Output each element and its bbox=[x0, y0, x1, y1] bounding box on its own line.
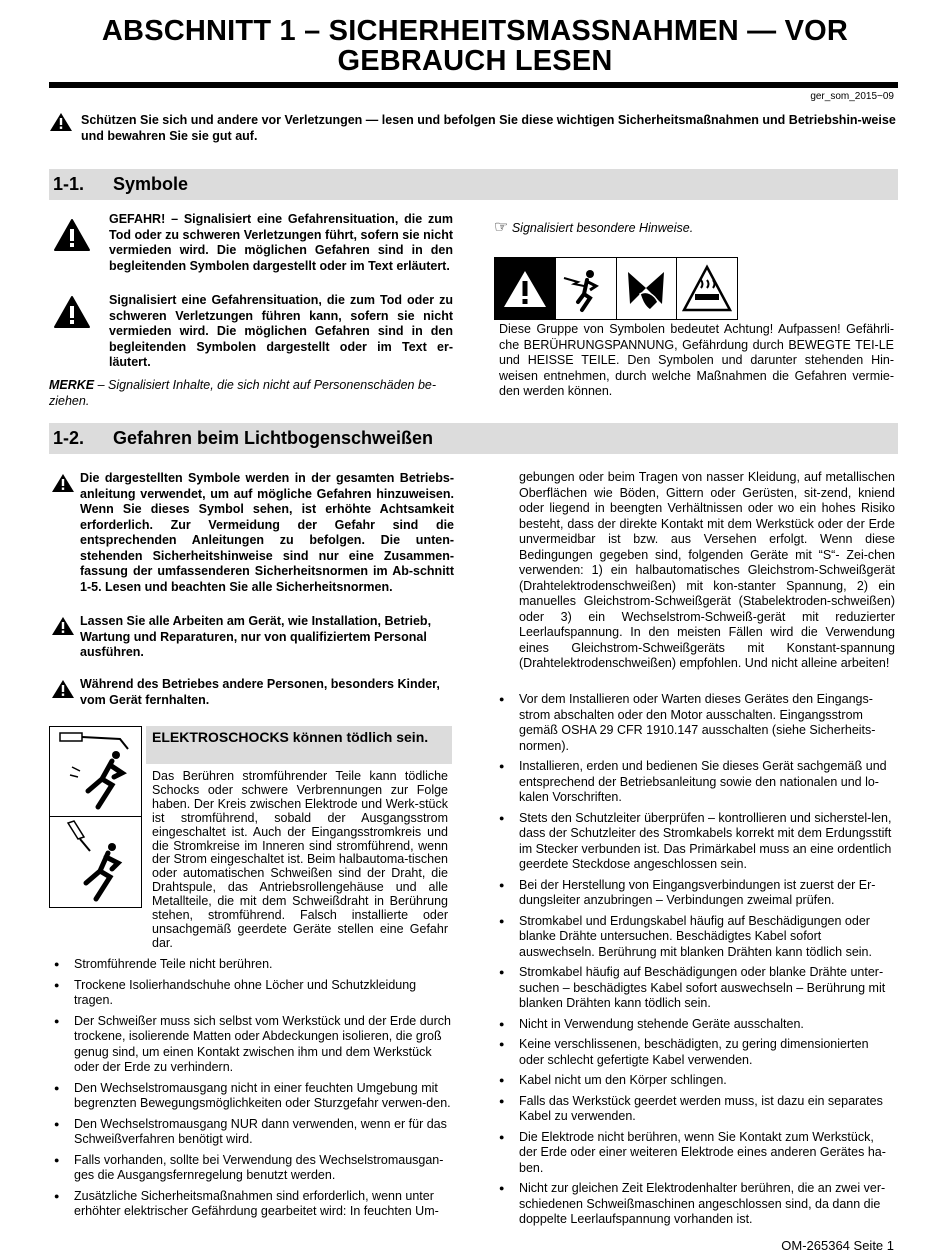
list-item: ● Bei der Herstellung von Eingangsverbindungen ist zuerst der Er-dungsleiter anzubringen – Verbindungen zweimal prüfen. bbox=[497, 878, 895, 909]
section-1-2-heading bbox=[49, 423, 898, 454]
list-item: ● Stets den Schutzleiter überprüfen – kontrollieren und sicherstel-len, dass der Schutzleiter des Stromkabels korrekt mit dem Erdungsstift im Stecker verbunden ist. Das Primärkabel muss an eine ordentlich geerdete Steckdose angeschlossen sein. bbox=[497, 811, 895, 873]
list-item: ● Kabel nicht um den Körper schlingen. bbox=[497, 1073, 895, 1089]
keep-away-notice bbox=[49, 677, 454, 708]
electric-shock-heading: ELEKTROSCHOCKS können tödlich sein. bbox=[146, 726, 452, 764]
list-item: ● Die Elektrode nicht berühren, wenn Sie Kontakt zum Werkstück, der Erde oder einer weiteren Elektrode eines anderen Gerätes ha-ben. bbox=[497, 1130, 895, 1177]
warning-text: Signalisiert eine Gefahrensituation, die zum Tod oder zu schweren Verletzungen führen kann, sofern sie nicht vermieden wird. Die möglichen Gefahren sind in den begleitenden Symbolen dargestellt oder im Text er-läutert. bbox=[109, 293, 453, 369]
electric-shock-text: Das Berühren stromführender Teile kann tödliche Schocks oder schwere Verbrennungen zur Folge haben. Der Kreis zwischen Elektrode und Werk-stück ist stromführend, sobald der Ausgangsstrom eingeschaltet ist. Auch der Eingangsstromkreis und die Stromkreise im Inneren sind stromführend, wenn der Strom eingeschaltet ist. Beim halbautoma-tischen oder automatischen Schweißen sind der Draht, die Drahtspule, das Antriebsrollengehäuse und alle Metallteile, die mit dem Schweißdraht in Berührung stehen, stromführend. Falsch installierte oder unsachgemäß geerdete Geräte stellen eine Gefahr dar. bbox=[152, 769, 448, 950]
list-item: ● Den Wechselstromausgang NUR dann verwenden, wenn er für das Schweißverfahren benötigt wird. bbox=[52, 1117, 452, 1148]
keep-away-text: Während des Betriebes andere Personen, besonders Kinder, vom Gerät fernhalten. bbox=[80, 677, 440, 707]
list-item: ● Trockene Isolierhandschuhe ohne Löcher und Schutzkleidung tragen. bbox=[52, 978, 452, 1009]
list-item: ● Falls das Werkstück geerdet werden muss, ist dazu ein separates Kabel zu verwenden. bbox=[497, 1094, 895, 1125]
wire-welding-shock-icon bbox=[50, 817, 141, 906]
moving-parts-symbol-icon bbox=[617, 258, 678, 319]
list-item: ● Stromführende Teile nicht berühren. bbox=[52, 957, 452, 973]
section-number: 1-1. bbox=[53, 174, 85, 194]
right-bullet-list-container bbox=[497, 692, 895, 1233]
list-item: ● Den Wechselstromausgang nicht in einer feuchten Umgebung mit begrenzten Bewegungsmöglichkeiten oder Sturzgefahr verwen-den. bbox=[52, 1081, 452, 1112]
section-title: Gefahren beim Lichtbogenschweißen bbox=[113, 428, 434, 448]
general-warning-notice bbox=[49, 471, 454, 595]
warning-icon bbox=[51, 616, 75, 636]
hot-parts-symbol-icon bbox=[677, 258, 737, 319]
list-item: ● Falls vorhanden, sollte bei Verwendung des Wechselstromausgan-ges die Ausgangsfernregelung benutzt werden. bbox=[52, 1153, 452, 1184]
attention-symbol-icon bbox=[495, 258, 556, 319]
intro-block bbox=[49, 112, 899, 144]
stick-welding-shock-icon bbox=[50, 727, 141, 817]
merke-text: – Signalisiert Inhalte, die sich nicht auf Personenschäden be-ziehen. bbox=[49, 378, 437, 408]
title-rule bbox=[49, 82, 898, 88]
electric-shock-illustrations bbox=[49, 726, 142, 908]
section-title: Symbole bbox=[113, 174, 189, 194]
section-number: 1-2. bbox=[53, 428, 85, 448]
intro-text: Schützen Sie sich und andere vor Verletzungen — lesen und befolgen Sie diese wichtigen Sicherheitsmaßnahmen und Betriebshin-weise und bewahren Sie sie gut auf. bbox=[81, 113, 896, 143]
electric-shock-symbol-icon bbox=[556, 258, 617, 319]
list-item: ● Zusätzliche Sicherheitsmaßnahmen sind erforderlich, wenn unter erhöhter elektrischer Gefährdung gearbeitet wird: In feuchten Um- bbox=[52, 1189, 452, 1220]
qualified-personnel-notice bbox=[49, 614, 454, 661]
hinweis-text: Signalisiert besondere Hinweise. bbox=[511, 221, 694, 235]
title-line-2: GEBRAUCH LESEN bbox=[337, 45, 613, 77]
list-item: ● Stromkabel und Erdungskabel häufig auf Beschädigungen oder blanke Drähte untersuchen. Beschädigtes Kabel sofort auswechseln. Berührung mit blanken Drähten kann tödlich sein. bbox=[497, 914, 895, 961]
hinweis-note bbox=[494, 220, 894, 237]
warning-notice bbox=[49, 293, 453, 371]
warning-icon bbox=[51, 679, 75, 699]
merke-note bbox=[49, 378, 453, 409]
page-title bbox=[0, 16, 950, 76]
danger-text: GEFAHR! – Signalisiert eine Gefahrensituation, die zum Tod oder zu schweren Verletzungen führt, sofern sie nicht vermieden wird. Die möglichen Gefahren sind in den begleitenden Symbolen dargestellt oder im Text erläutert. bbox=[109, 212, 453, 273]
merke-label: MERKE bbox=[49, 378, 95, 392]
danger-notice bbox=[49, 212, 453, 274]
symbol-group-description: Diese Gruppe von Symbolen bedeutet Achtung! Aufpassen! Gefährli-che BERÜHRUNGSPANNUNG, Gefährdung durch BEWEGTE TEI-LE und HEISSE TEILE. Den Symbolen und darunter stehenden Hin-weisen entnehmen, durch welche Maßnahmen die Gefahren vermie-den werden können. bbox=[499, 322, 894, 398]
general-warning-text: Die dargestellten Symbole werden in der gesamten Betriebs-anleitung verwendet, um auf mögliche Gefahren hinzuweisen. Wenn Sie dieses Symbol sehen, ist erhöhte Achtsamkeit erforderlich. Zur Vermeidung der Gefahr sind die entsprechenden Anleitungen zu befolgen. Die unten- stehenden Sicherheitshinweise sind nur eine Zusammen-fassung der umfassenderen Sicherheitsnormen im Ab-schnitt 1-5. Lesen und beachten Sie alle Sicherheitsnormen. bbox=[80, 471, 454, 594]
page-footer: OM-265364 Seite 1 bbox=[781, 1238, 894, 1253]
list-item: ● Stromkabel häufig auf Beschädigungen oder blanke Drähte unter-suchen – beschädigtes Kabel sofort auswechseln – Berührung mit blanken Drähten kann tödlich sein. bbox=[497, 965, 895, 1012]
warning-icon bbox=[51, 473, 75, 493]
warning-icon bbox=[49, 112, 73, 132]
title-line-1: ABSCHNITT 1 – SICHERHEITSMASSNAHMEN — VOR bbox=[101, 15, 849, 47]
warning-icon bbox=[53, 295, 91, 329]
right-column-continuation: gebungen oder beim Tragen von nasser Kleidung, auf metallischen Oberflächen wie Böden, Gittern oder Gerüsten, sit-zend, kniend oder liegend in beengten Verhältnissen oder wo ein hohes Risiko besteht, dass der direkte Kontakt mit dem Werkstück oder der Erde unvermeidbar ist bzw. aus Versehen erfolgt. Wenn diese Bedingungen gegeben sind, folgenden Geräte mit “S“- Zei-chen verwenden: 1) ein halbautomatisches Gleichstrom-Schweißgerät (Drahtelektrodenschweißen) mit kon-stanter Spannung, 2) ein manuelles Gleichstrom-Schweißgerät (Stabelektroden-schweißen) oder 3) ein Wechselstrom-Schweiß-gerät mit reduzierter Leerlaufspannung. In den meisten Fällen wird die Verwendung eines Gleichstrom-Schweißgeräts mit Konstant-spannung (Drahtelektrodenschweißen) empfohlen. Und nicht alleine arbeiten! bbox=[519, 470, 895, 670]
hazard-symbol-group bbox=[494, 257, 738, 320]
list-item: ● Installieren, erden und bedienen Sie dieses Gerät sachgemäß und entsprechend der Betriebsanleitung sowie den nationalen und lo-kalen Vorschriften. bbox=[497, 759, 895, 806]
qualified-personnel-text: Lassen Sie alle Arbeiten am Gerät, wie Installation, Betrieb, Wartung und Reparaturen, nur von qualifiziertem Personal ausführen. bbox=[80, 614, 432, 659]
section-1-1-heading bbox=[49, 169, 898, 200]
left-bullet-list-container bbox=[52, 957, 452, 1225]
list-item: ● Nicht in Verwendung stehende Geräte ausschalten. bbox=[497, 1017, 895, 1033]
left-bullet-list bbox=[52, 957, 452, 1220]
right-bullet-list bbox=[497, 692, 895, 1228]
danger-warning-icon bbox=[53, 218, 91, 252]
list-item: ● Nicht zur gleichen Zeit Elektrodenhalter berühren, die an zwei ver-schiedenen Schweißmaschinen angeschlossen sind, da dann die doppelte Leerlaufspannung vorhanden ist. bbox=[497, 1181, 895, 1228]
doc-reference: ger_som_2015−09 bbox=[810, 91, 894, 102]
list-item: ● Der Schweißer muss sich selbst vom Werkstück und der Erde durch trockene, isolierende Matten oder Abdeckungen isolieren, die groß genug sind, um einen Kontakt zwischen ihm und dem Werkstück oder der Erde zu verhindern. bbox=[52, 1014, 452, 1076]
list-item: ● Keine verschlissenen, beschädigten, zu gering dimensionierten oder schlecht gefertigte Kabel verwenden. bbox=[497, 1037, 895, 1068]
pointing-hand-icon: ☞ bbox=[494, 219, 509, 236]
list-item: ● Vor dem Installieren oder Warten dieses Gerätes den Eingangs-strom abschalten oder den Motor ausschalten. Eingangsstrom gemäß OSHA 29 CFR 1910.147 ausschalten (siehe Sicherheits-normen). bbox=[497, 692, 895, 754]
